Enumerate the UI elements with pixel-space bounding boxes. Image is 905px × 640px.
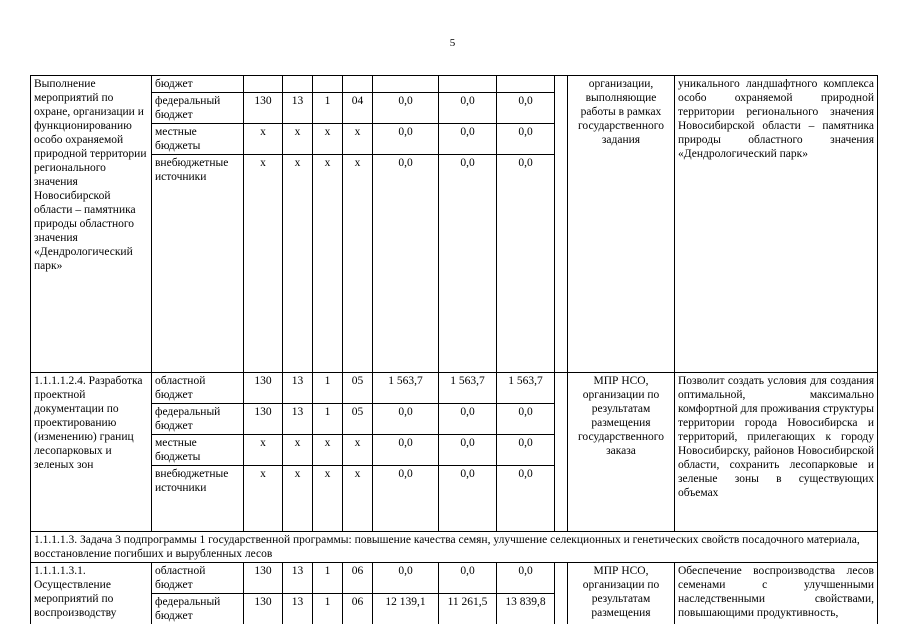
table-row [31, 532, 878, 563]
executor: МПР НСО, организации по результатам размещения государственного заказа [568, 373, 675, 532]
funding-source: местные бюджеты [152, 435, 244, 466]
funding-source: федеральный бюджет [152, 404, 244, 435]
table-row: внебюджетные источники х х х х 0,0 0,0 0,0 [31, 466, 878, 532]
funding-source: федеральный бюджет [152, 594, 244, 625]
task-heading: 1.1.1.1.3. Задача 3 подпрограммы 1 государственной программы: повышение качества семян, улучшение селекционных и генетических свойств посадочного материала, восстановление погибших и вырубленных лесов [31, 532, 878, 563]
table-row: 1.1.1.1.3.1. Осуществление мероприятий по воспроизводству областной бюджет 130 13 1 06 0,0 0,0 0,0 МПР НСО, организации по результатам размещения Обеспечение воспроизводства лесов семенами с улучшенными наследственными свойствами, повышающими продуктивность, [31, 563, 878, 594]
table-row [31, 76, 878, 93]
funding-source: областной бюджет [152, 373, 244, 404]
expected-result: Позволит создать условия для создания оптимальной, максимально комфортной для проживания структуры территории города Новосибирска и территорий, прилегающих к городу Новосибирску, районов Новосибирской области, сохранить лесопарковые и зеленые зоны в существующих объемах [675, 373, 878, 532]
expected-result: Обеспечение воспроизводства лесов семенами с улучшенными наследственными свойствами, повышающими продуктивность, [675, 563, 878, 625]
table-row: местные бюджеты х х х х 0,0 0,0 0,0 [31, 435, 878, 466]
funding-source: местные бюджеты [152, 124, 244, 155]
executor: МПР НСО, организации по результатам размещения [568, 563, 675, 625]
funding-source: областной бюджет [152, 563, 244, 594]
funding-source: внебюджетные источники [152, 466, 244, 532]
event-name: 1.1.1.1.2.4. Разработка проектной документации по проектированию (изменению) границ лесопарковых и зеленых зон [31, 373, 152, 532]
funding-source: бюджет [152, 76, 244, 93]
table-row: внебюджетные источники х х х х 0,0 0,0 0,0 [31, 155, 878, 373]
event-name: Выполнение мероприятий по охране, организации и функционированию особо охраняемой природной территории регионального значения Новосибирской области – памятника природы областного значения «Дендрологический парк» [31, 76, 152, 373]
table-row: 1.1.1.1.2.4. Разработка проектной документации по проектированию (изменению) границ лесопарковых и зеленых зон областной бюджет 130 13 1 05 1 563,7 1 563,7 1 563,7 МПР НСО, организации по результатам размещения государственного заказа Позволит создать условия для создания оптимальной, максимально комфортной для проживания структуры территории города Новосибирска и территорий, прилегающих к городу Новосибирску, районов Новосибирской области, сохранить лесопарковые и зеленые зоны в существующих объемах [31, 373, 878, 404]
funding-source: федеральный бюджет [152, 93, 244, 124]
table-row: местные бюджеты х х х х 0,0 0,0 0,0 [31, 124, 878, 155]
table-row: федеральный бюджет 130 13 1 06 12 139,1 11 261,5 13 839,8 [31, 594, 878, 625]
table-row: федеральный бюджет 130 13 1 05 0,0 0,0 0,0 [31, 404, 878, 435]
page-number: 5 [449, 37, 456, 49]
executor: организации, выполняющие работы в рамках государственного задания [568, 76, 675, 373]
funding-source: внебюджетные источники [152, 155, 244, 373]
program-table [30, 75, 878, 624]
event-name: 1.1.1.1.3.1. Осуществление мероприятий по воспроизводству [31, 563, 152, 625]
expected-result: уникального ландшафтного комплекса особо охраняемой природной территории регионального значения Новосибирской области – памятника природы областного значения «Дендрологический парк» [675, 76, 878, 373]
table-row: федеральный бюджет 130 13 1 04 0,0 0,0 0,0 [31, 93, 878, 124]
